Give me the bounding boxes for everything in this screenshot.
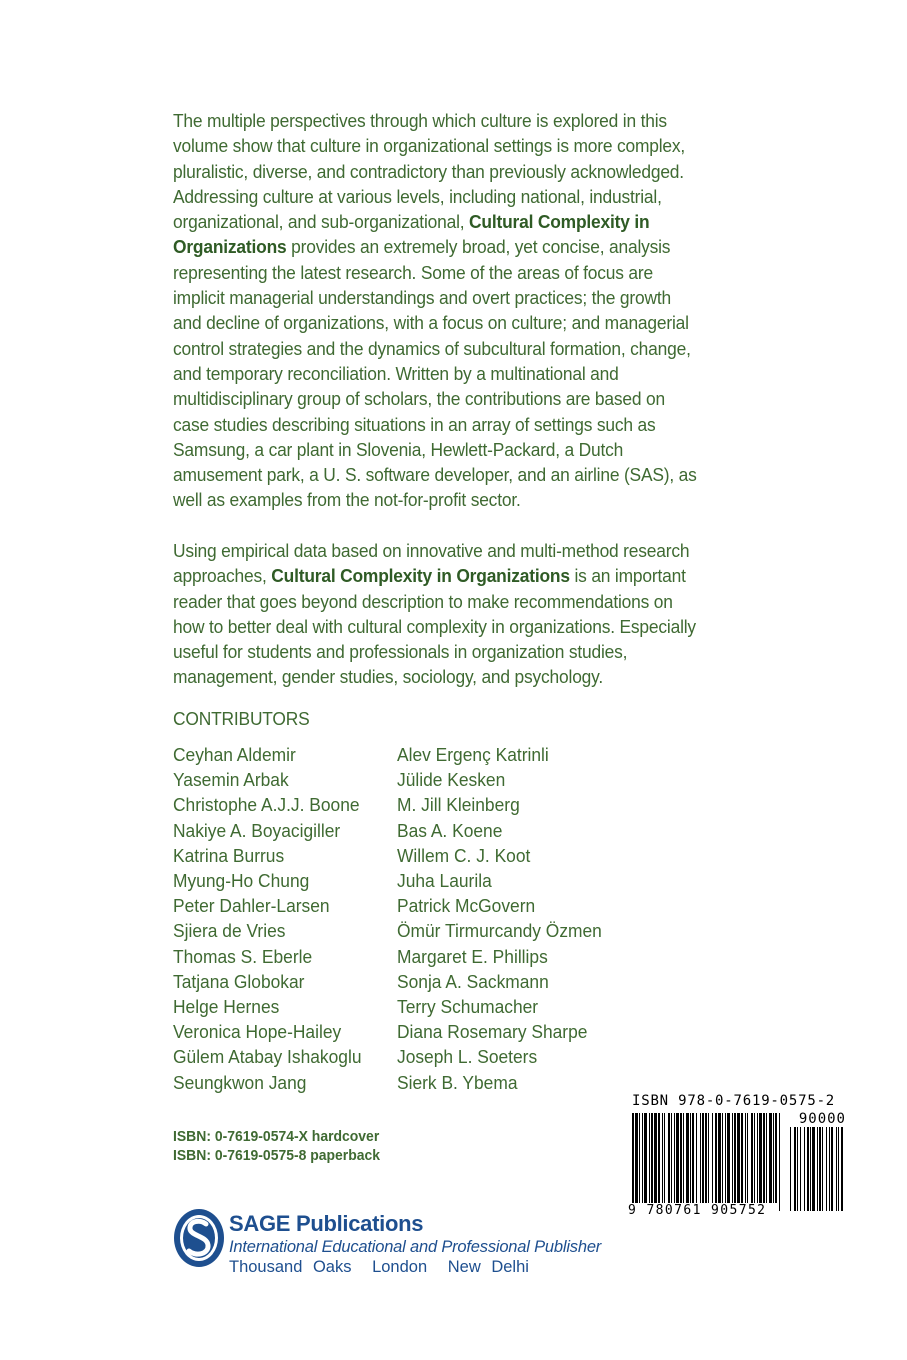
contributor: Bas A. Koene	[397, 819, 503, 841]
contributor: Tatjana Globokar	[173, 970, 305, 992]
contributor: Ömür Tirmurcandy Özmen	[397, 920, 602, 942]
contributor: Jülide Kesken	[397, 769, 506, 791]
isbn-hardcover: ISBN: 0-7619-0574-X hardcover	[173, 1128, 380, 1145]
contributor: Ceyhan Aldemir	[173, 744, 296, 765]
contributors-heading: CONTRIBUTORS	[173, 708, 310, 729]
contributor: Thomas S. Eberle	[173, 945, 313, 967]
city: New Delhi	[447, 1258, 529, 1276]
contributor: Joseph L. Soeters	[397, 1046, 538, 1068]
contributor: Christophe A.J.J. Boone	[173, 794, 360, 816]
barcode-digits: 9 780761 905752	[628, 1203, 778, 1218]
contributor: Juha Laurila	[397, 870, 492, 892]
barcode-bars-graphic	[632, 1113, 846, 1215]
contributor: Veronica Hope-Hailey	[173, 1021, 342, 1043]
contributor: Willem C. J. Koot	[397, 844, 531, 866]
city: Thousand Oaks	[229, 1258, 352, 1276]
contributor: Alev Ergenç Katrinli	[397, 744, 549, 765]
contributor: Sierk B. Ybema	[397, 1071, 518, 1093]
description-paragraph-1: The multiple perspectives through which culture is explored in this volume show that culture in organizational settings is more complex, pluralistic, diverse, and contradictory than previously acknowledged. Addressing culture at various levels, including national, industrial, organizational, and sub-organizational, Cultural Complexity in Organizations provides an extremely broad, yet concise, analysis representing the latest research. Some of the areas of focus are implicit managerial understandings and overt practices; the growth and decline of organizations, with a focus on culture; and managerial control strategies and the dynamics of subcultural formation, change, and temporary reconciliation. Written by a multinational and multidisciplinary group of scholars, the contributions are based on case studies describing situations in an array of settings such as Samsung, a car plant in Slovenia, Hewlett-Packard, a Dutch amusement park, a U. S. software developer, and an airline (SAS), as well as examples from the not-for-profit sector.	[173, 110, 697, 511]
contributor: Yasemin Arbak	[173, 769, 289, 791]
sage-logo-icon	[173, 1205, 229, 1269]
contributor: Gülem Atabay Ishakoglu	[173, 1046, 362, 1068]
book-title-bold: Cultural Complexity in Organizations	[271, 565, 570, 587]
contributors-list-left	[173, 742, 362, 1095]
contributor: Seungkwon Jang	[173, 1071, 307, 1093]
contributor: Sonja A. Sackmann	[397, 970, 549, 992]
contributor: Diana Rosemary Sharpe	[397, 1021, 588, 1043]
contributor: M. Jill Kleinberg	[397, 794, 520, 816]
isbn-info	[173, 1127, 380, 1165]
publisher-name: SAGE Publications	[229, 1211, 424, 1236]
city: London	[372, 1258, 428, 1276]
contributor: Katrina Burrus	[173, 844, 285, 866]
description-paragraph-2: Using empirical data based on innovative and multi-method research approaches, Cultural Complexity in Organizations is an important reader that goes beyond description to make recommendations on how to better deal with cultural complexity in organizations. Especially useful for students and professionals in organization studies, management, gender studies, sociology, and psychology.	[173, 540, 696, 688]
barcode-isbn-label: ISBN 978-0-7619-0575-2	[632, 1093, 836, 1109]
publisher-tagline: International Educational and Professional Publisher	[229, 1238, 602, 1256]
barcode	[628, 1093, 850, 1223]
contributor: Margaret E. Phillips	[397, 945, 548, 967]
contributor: Myung-Ho Chung	[173, 870, 310, 892]
publisher-cities	[229, 1258, 539, 1277]
book-title-bold: Cultural Complexity in Organizations	[173, 211, 650, 258]
contributor: Helge Hernes	[173, 996, 280, 1018]
contributor: Patrick McGovern	[397, 895, 536, 917]
contributor: Nakiye A. Boyacigiller	[173, 819, 341, 841]
isbn-paperback: ISBN: 0-7619-0575-8 paperback	[173, 1147, 381, 1164]
contributor: Peter Dahler-Larsen	[173, 895, 330, 917]
contributor: Terry Schumacher	[397, 996, 539, 1018]
contributors-list-right	[397, 742, 602, 1095]
barcode-addon-digits: 90000	[798, 1111, 846, 1127]
contributor: Sjiera de Vries	[173, 920, 286, 942]
